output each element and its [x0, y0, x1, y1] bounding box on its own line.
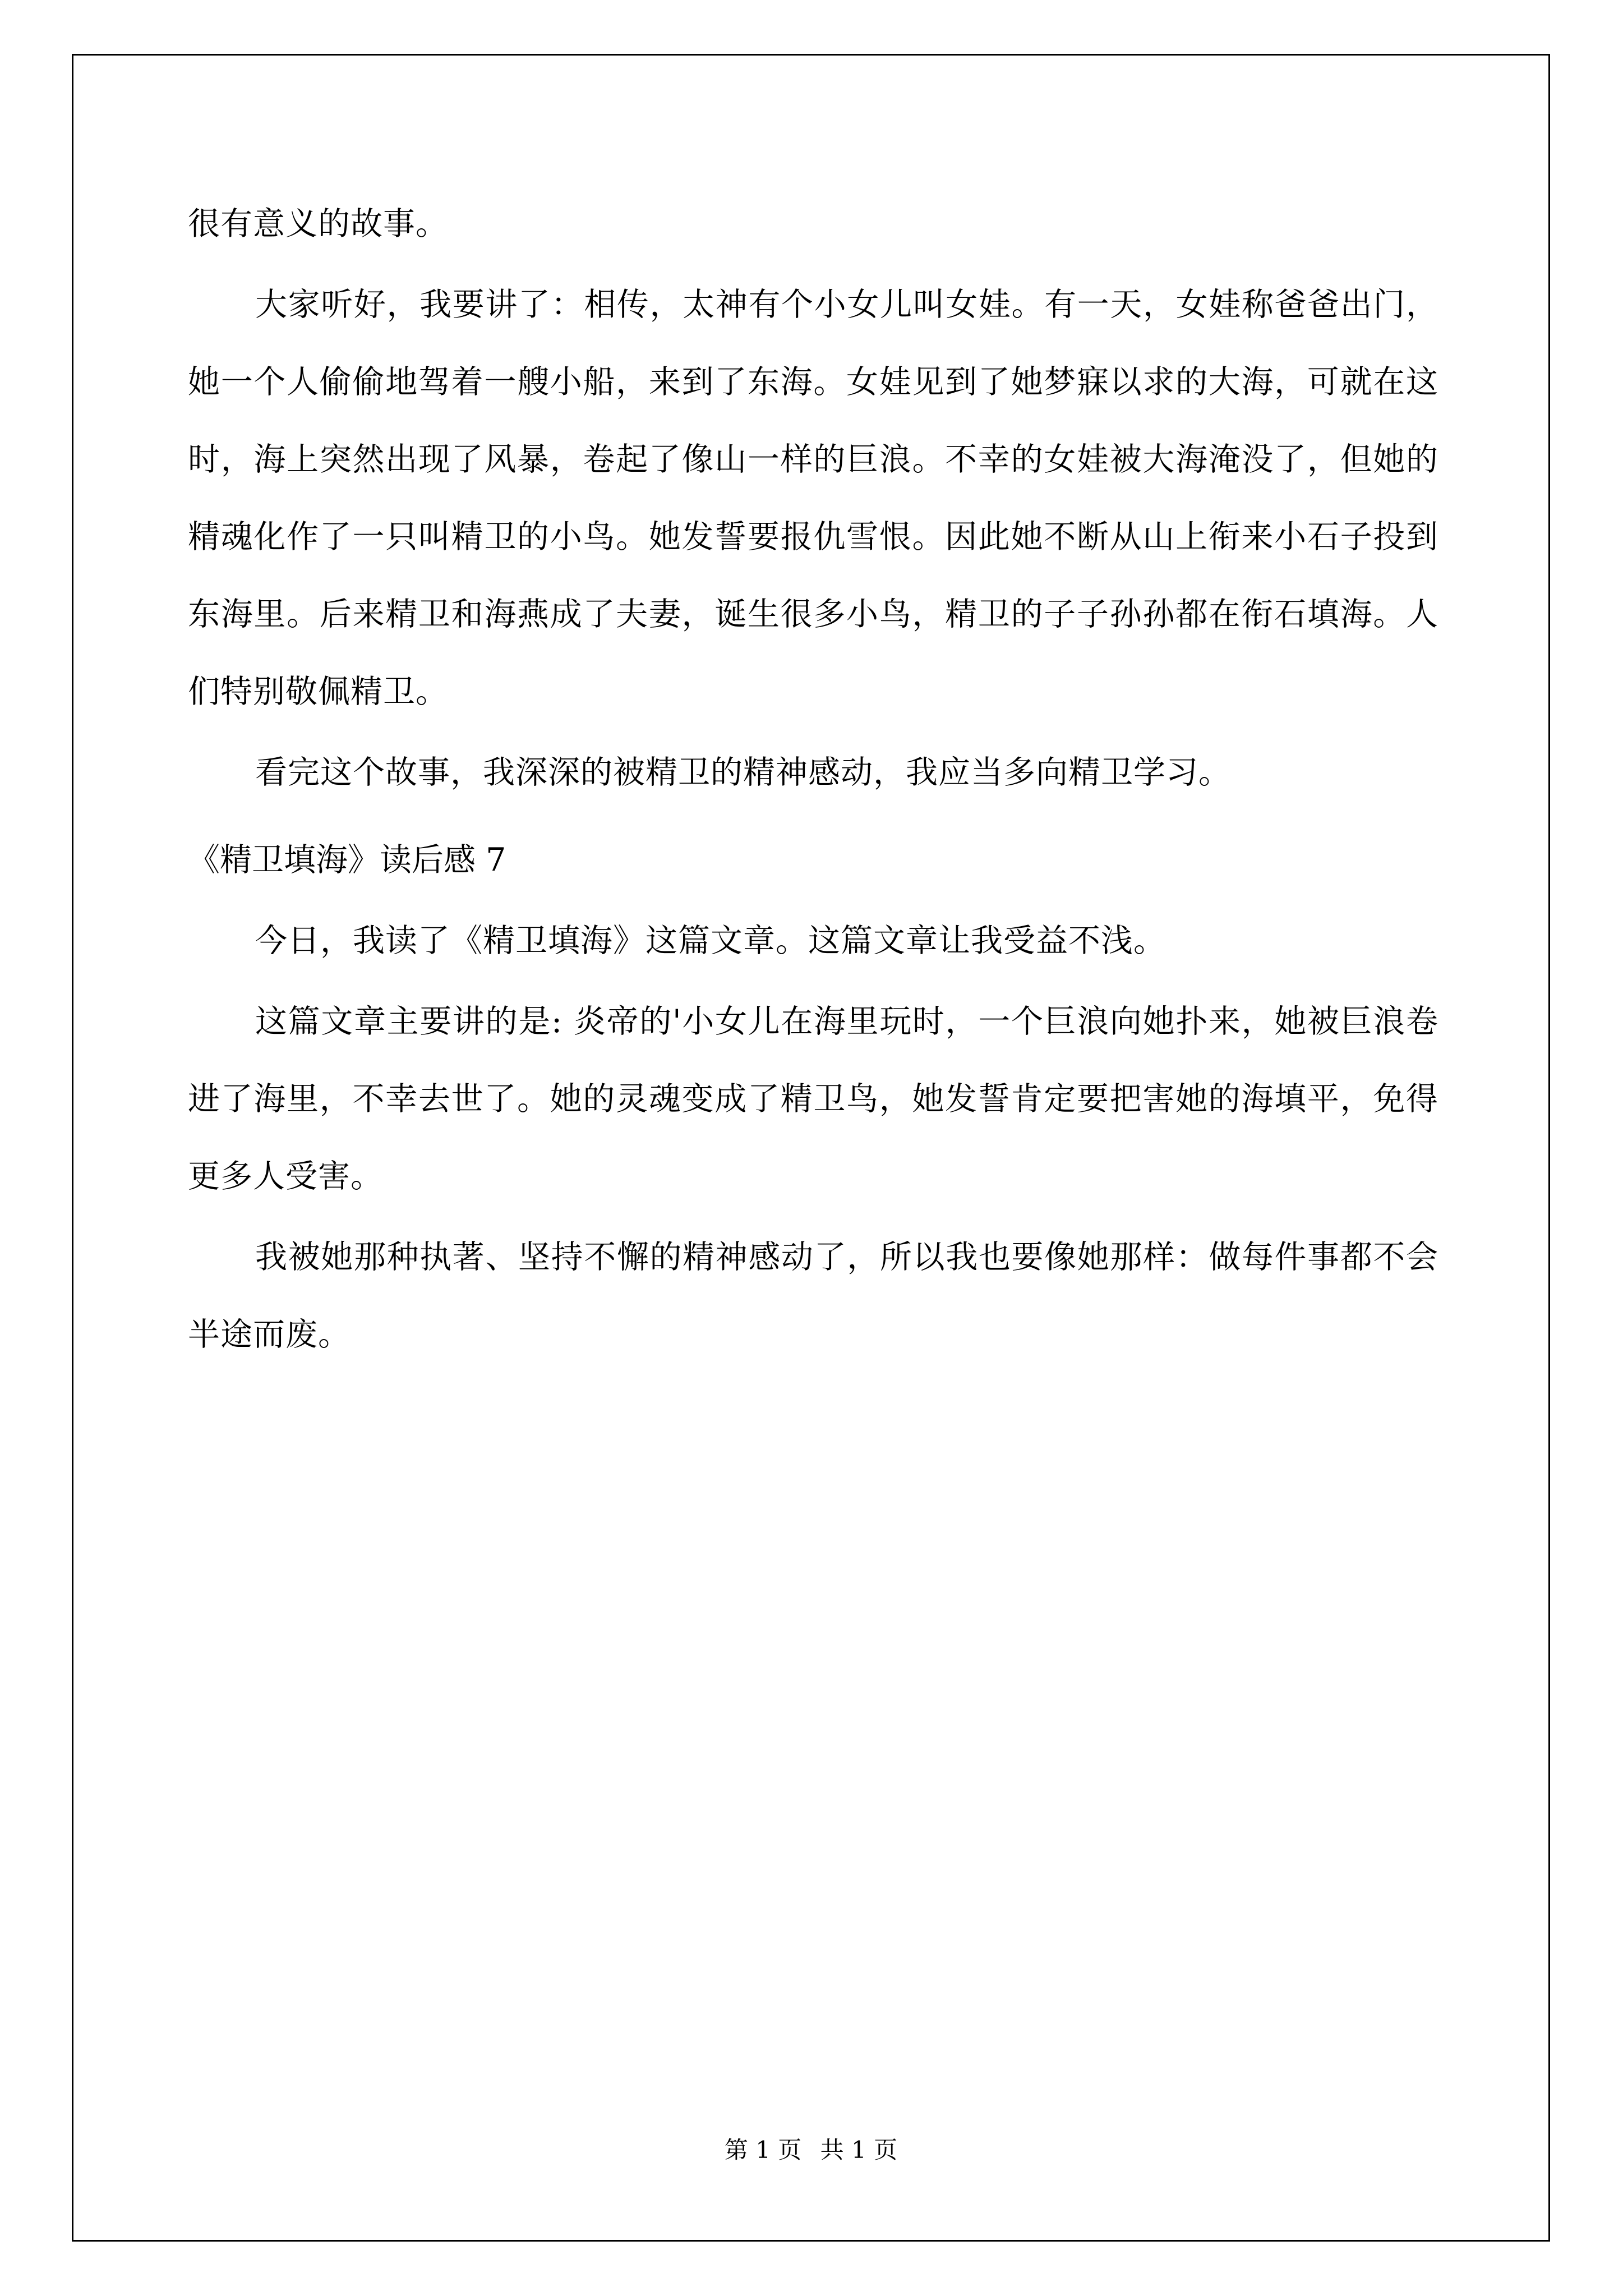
paragraph: 大家听好，我要讲了：相传，太神有个小女儿叫女娃。有一天，女娃称爸爸出门，她一个人偷偷地驾着一艘小船，来到了东海。女娃见到了她梦寐以求的大海，可就在这时，海上突然出现了风暴，卷起了像山一样的巨浪。不幸的女娃被大海淹没了，但她的精魂化作了一只叫精卫的小鸟。她发誓要报仇雪恨。因此她不断从山上衔来小石子投到东海里。后来精卫和海燕成了夫妻，诞生很多小鸟，精卫的子子孙孙都在衔石填海。人们特别敬佩精卫。	[188, 286, 1438, 710]
paragraph: 今日，我读了《精卫填海》这篇文章。这篇文章让我受益不浅。	[255, 922, 1166, 959]
footer-current-page: 第 1 页	[724, 2136, 802, 2164]
paragraph: 很有意义的故事。	[188, 205, 448, 242]
paragraph: 我被她那种执著、坚持不懈的精神感动了，所以我也要像她那样：做每件事都不会半途而废。	[188, 1239, 1438, 1353]
section-heading: 《精卫填海》读后感 7	[188, 841, 506, 878]
page-footer	[72, 2132, 1550, 2165]
paragraph: 这篇文章主要讲的是: 炎帝的'小女儿在海里玩时，一个巨浪向她扑来，她被巨浪卷进了海里，不幸去世了。她的灵魂变成了精卫鸟，她发誓肯定要把害她的海填平，免得更多人受害。	[188, 1003, 1438, 1195]
document-body	[188, 185, 1438, 1377]
footer-total-pages: 共 1 页	[820, 2136, 898, 2164]
paragraph: 看完这个故事，我深深的被精卫的精神感动，我应当多向精卫学习。	[255, 754, 1231, 791]
